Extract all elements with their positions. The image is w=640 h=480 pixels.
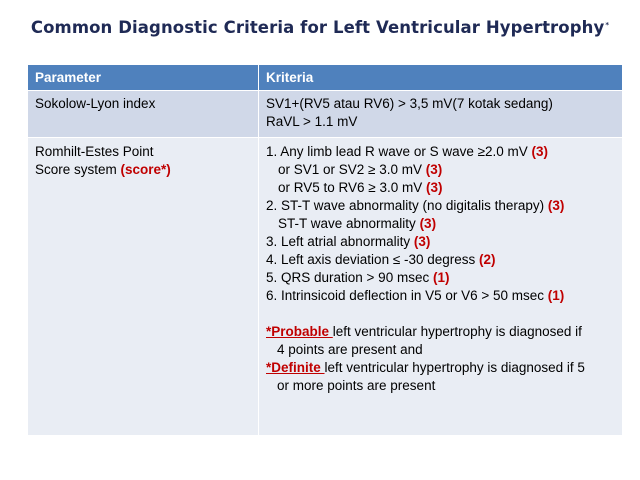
romhilt-score-label: (score*) <box>120 162 171 177</box>
criterion-6 <box>266 287 615 305</box>
criterion-1-points: (3) <box>531 144 549 159</box>
criterion-2b-points: (3) <box>419 216 437 231</box>
criterion-3-points: (3) <box>413 234 431 249</box>
criterion-1b <box>266 161 615 179</box>
criterion-5 <box>266 269 615 287</box>
note-probable-line-2: 4 points are present and <box>277 342 423 357</box>
criterion-3-text: 3. Left atrial abnormality <box>266 234 414 249</box>
cell-criteria-sokolow <box>259 91 623 138</box>
criteria-table <box>27 64 623 436</box>
criterion-4-points: (2) <box>479 252 496 267</box>
criterion-2-points: (3) <box>547 198 565 213</box>
page-title <box>0 18 640 37</box>
spacer <box>266 305 615 323</box>
note-definite-text-1: left ventricular hypertrophy is diagnosed if 5 <box>324 360 585 375</box>
criterion-5-text: 5. QRS duration > 90 msec <box>266 270 433 285</box>
criterion-1 <box>266 143 615 161</box>
criterion-2b <box>266 215 615 233</box>
note-definite <box>266 359 615 377</box>
sokolow-line-1: SV1+(RV5 atau RV6) > 3,5 mV(7 kotak sedang) <box>266 96 553 111</box>
cell-criteria-romhilt <box>259 138 623 436</box>
criterion-1c-text: or RV5 to RV6 ≥ 3.0 mV <box>278 180 426 195</box>
note-definite-line-2: or more points are present <box>277 378 436 393</box>
criterion-2-text: 2. ST-T wave abnormality (no digitalis therapy) <box>266 198 548 213</box>
note-probable-text-1: left ventricular hypertrophy is diagnosed if <box>332 324 582 339</box>
criterion-4-text: 4. Left axis deviation ≤ -30 degress <box>266 252 480 267</box>
romhilt-label-text: Score system <box>35 162 121 177</box>
criterion-2 <box>266 197 615 215</box>
romhilt-label-line-2 <box>35 161 251 179</box>
criterion-1b-text: or SV1 or SV2 ≥ 3.0 mV <box>278 162 426 177</box>
criterion-1c-points: (3) <box>425 180 443 195</box>
criterion-3 <box>266 233 615 251</box>
header-parameter: Parameter <box>28 65 259 91</box>
note-probable <box>266 323 615 341</box>
title-footnote-marker: * <box>605 20 610 29</box>
criterion-1c <box>266 179 615 197</box>
criterion-6-text: 6. Intrinsicoid deflection in V5 or V6 > 50 msec <box>266 288 548 303</box>
cell-parameter-romhilt <box>28 138 259 436</box>
title-text: Common Diagnostic Criteria for Left Ventricular Hypertrophy <box>30 18 605 37</box>
criterion-5-points: (1) <box>432 270 450 285</box>
table-row-sokolow <box>28 91 623 138</box>
note-definite-label: *Definite <box>266 360 325 375</box>
criterion-1b-points: (3) <box>425 162 443 177</box>
criterion-1-text: 1. Any limb lead R wave or S wave ≥2.0 mV <box>266 144 532 159</box>
header-kriteria: Kriteria <box>259 65 623 91</box>
criterion-6-points: (1) <box>547 288 565 303</box>
criterion-2b-text: ST-T wave abnormality <box>278 216 420 231</box>
criterion-4 <box>266 251 615 269</box>
table-header-row <box>28 65 623 91</box>
cell-parameter-sokolow: Sokolow-Lyon index <box>28 91 259 138</box>
romhilt-label-line-1: Romhilt-Estes Point <box>35 144 154 159</box>
table-row-romhilt <box>28 138 623 436</box>
sokolow-line-2: RaVL > 1.1 mV <box>266 114 358 129</box>
note-probable-label: *Probable <box>266 324 333 339</box>
